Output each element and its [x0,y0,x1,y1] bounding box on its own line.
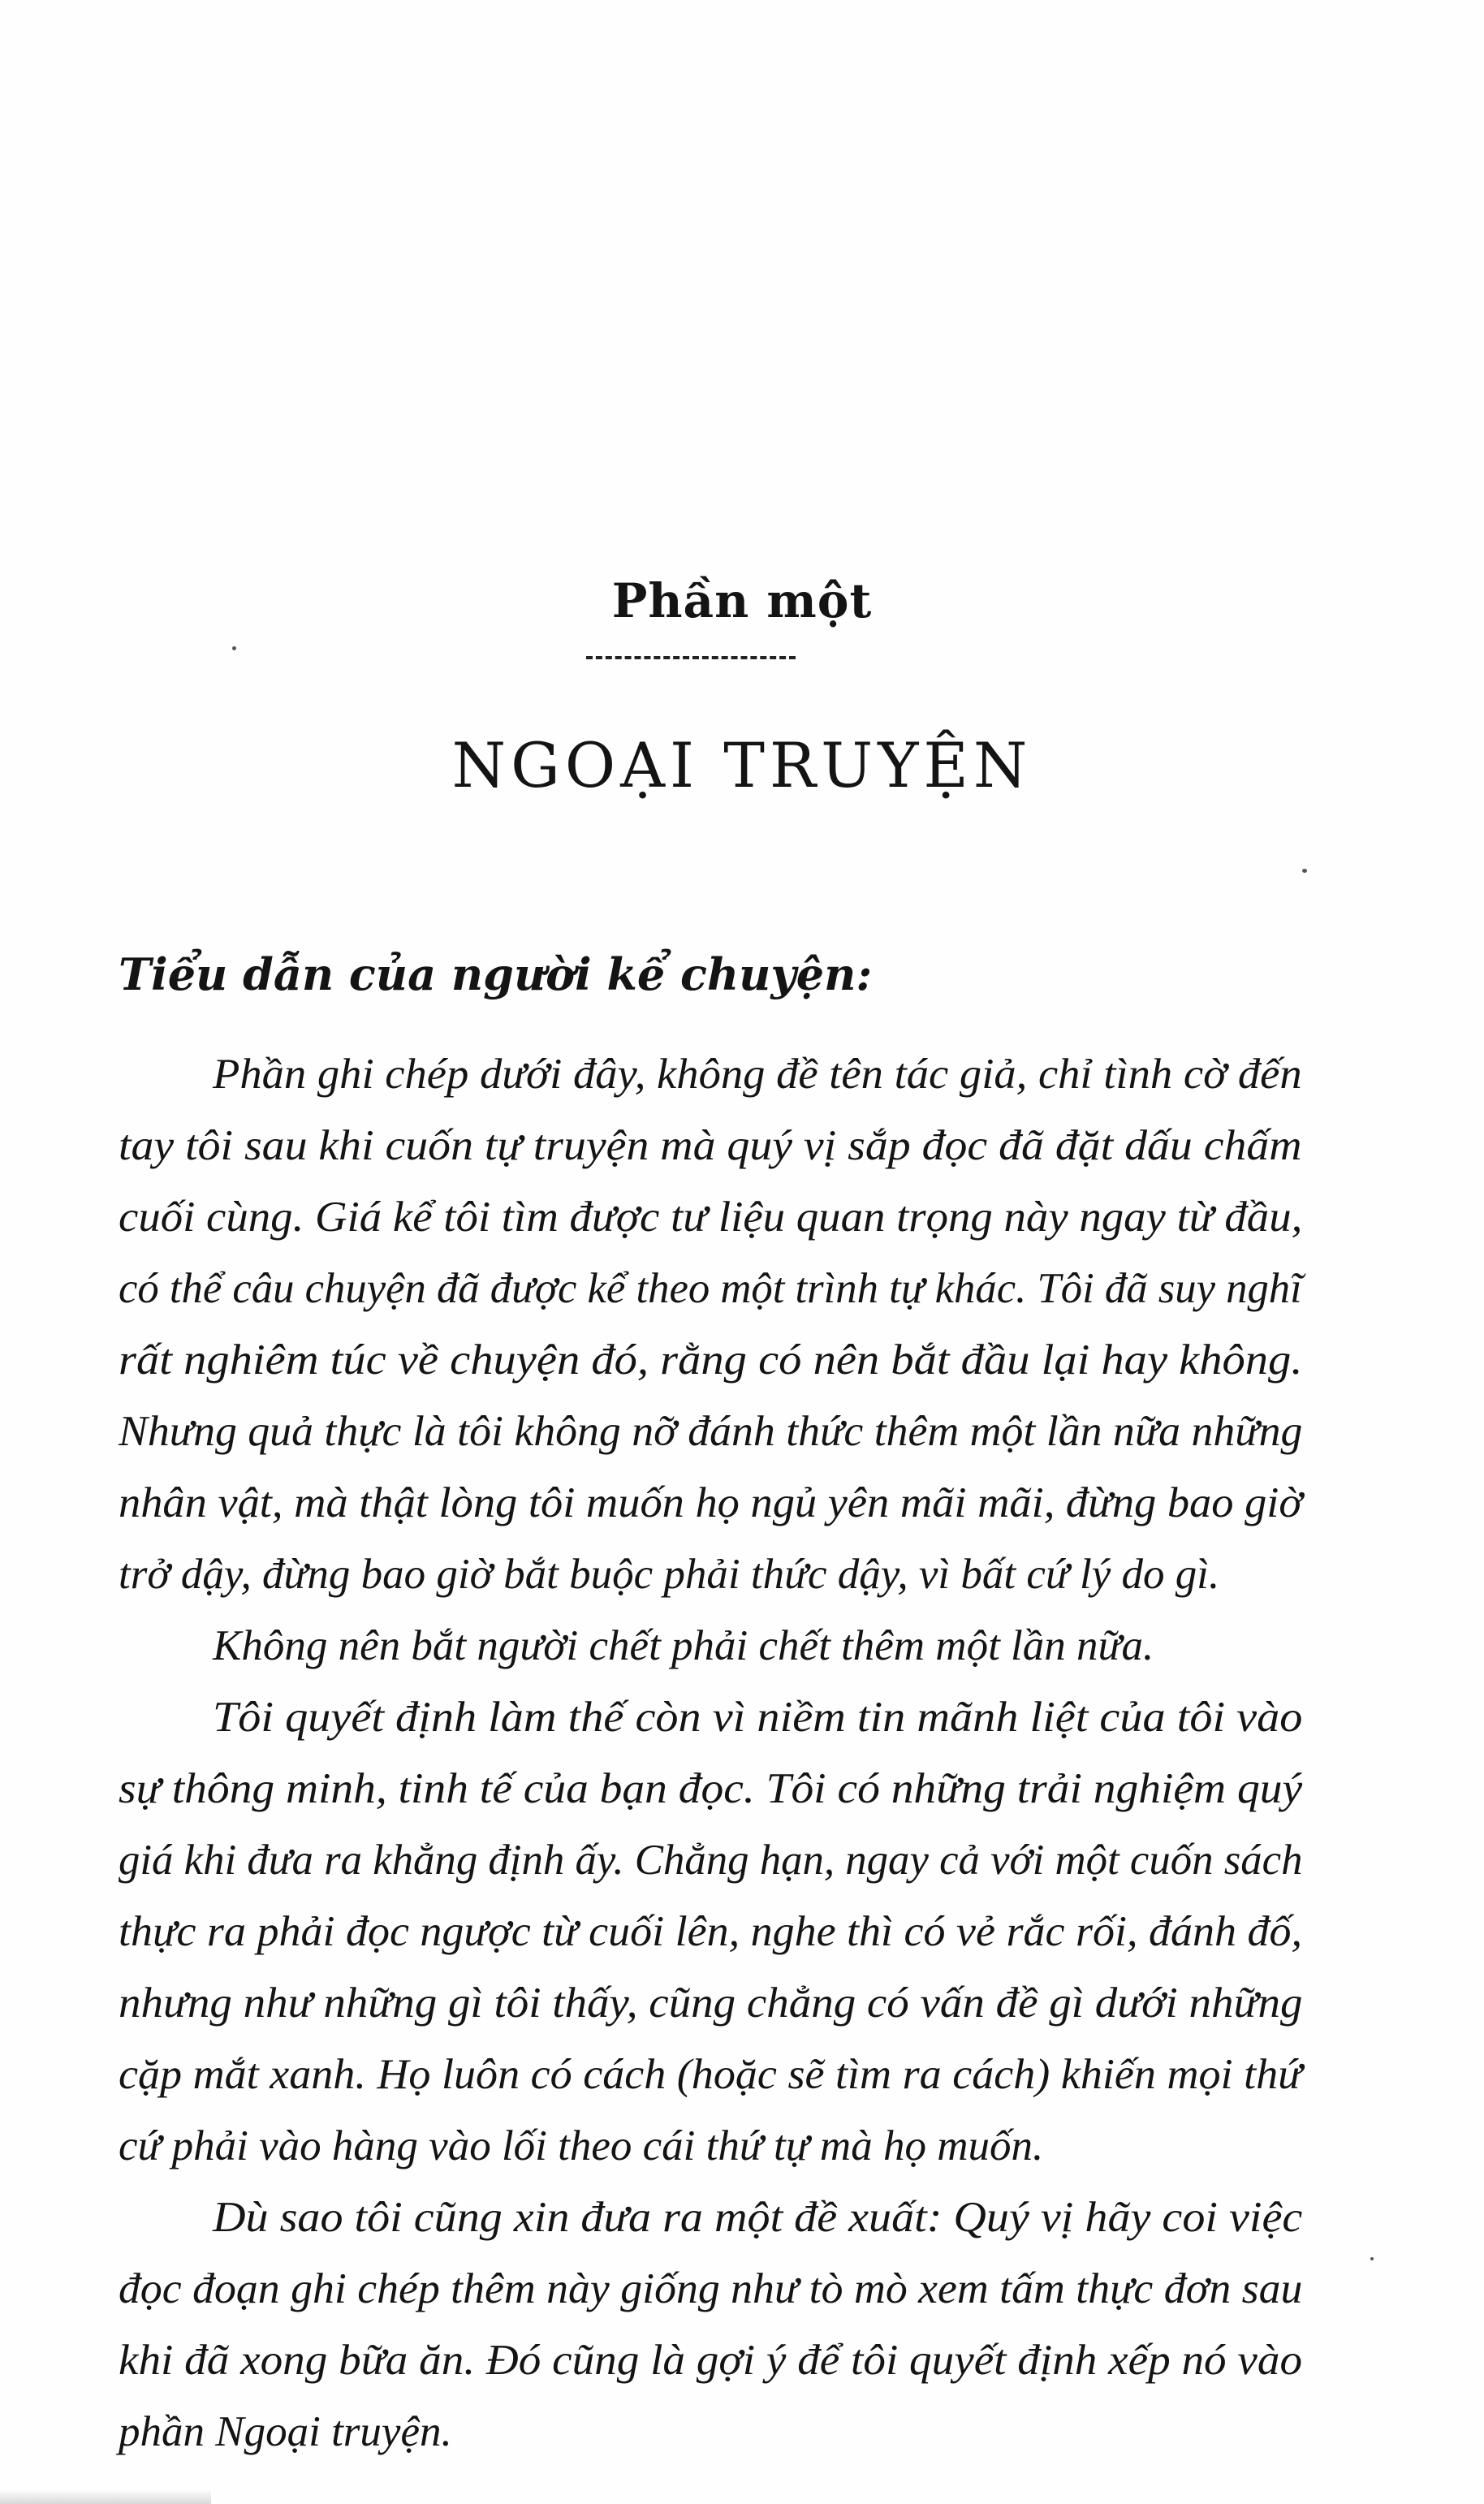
scan-speck [1302,869,1307,873]
body-line: cặp mắt xanh. Họ luôn có cách (hoặc sẽ tìm ra cách) khiến mọi thứ [119,2051,1302,2098]
body-line: phần Ngoại truyện. [119,2408,452,2455]
scan-speck [1370,2257,1374,2260]
chapter-title: NGOẠI TRUYỆN [451,729,1033,801]
body-line: cuối cùng. Giá kể tôi tìm được tư liệu quan trọng này ngay từ đầu, [119,1194,1303,1241]
body-line: có thể câu chuyện đã được kể theo một trình tự khác. Tôi đã suy nghĩ [119,1265,1302,1312]
body-line: thực ra phải đọc ngược từ cuối lên, nghe thì có vẻ rắc rối, đánh đố, [119,1908,1302,1955]
body-line: nhưng như những gì tôi thấy, cũng chẳng có vấn đề gì dưới những [119,1979,1303,2027]
body-line: trở dậy, đừng bao giờ bắt buộc phải thức dậy, vì bất cứ lý do gì. [119,1551,1220,1598]
part-label: Phần một [611,573,873,628]
body-line: đọc đoạn ghi chép thêm này giống như tò mò xem tấm thực đơn sau [119,2265,1303,2312]
body-line: Nhưng quả thực là tôi không nỡ đánh thức thêm một lần nữa những [119,1408,1303,1455]
section-heading: Tiểu dẫn của người kể chuyện: [119,948,873,1000]
body-line: Dù sao tôi cũng xin đưa ra một đề xuất: Quý vị hãy coi việc [213,2194,1303,2241]
body-line: Không nên bắt người chết phải chết thêm một lần nữa. [213,1622,1154,1669]
body-line: cứ phải vào hàng vào lối theo cái thứ tự mà họ muốn. [119,2122,1044,2169]
body-line: sự thông minh, tinh tế của bạn đọc. Tôi có những trải nghiệm quý [119,1765,1303,1812]
scan-speck [232,646,236,650]
body-line: giá khi đưa ra khẳng định ấy. Chẳng hạn, ngay cả với một cuốn sách [119,1837,1303,1884]
body-line: tay tôi sau khi cuốn tự truyện mà quý vị sắp đọc đã đặt dấu chấm [119,1122,1302,1169]
part-divider [586,656,796,659]
body-line: Tôi quyết định làm thế còn vì niềm tin mãnh liệt của tôi vào [213,1694,1303,1741]
body-line: rất nghiêm túc về chuyện đó, rằng có nên bắt đầu lại hay không. [119,1336,1303,1384]
body-line: Phần ghi chép dưới đây, không đề tên tác giả, chỉ tình cờ đến [213,1051,1302,1098]
body-line: nhân vật, mà thật lòng tôi muốn họ ngủ yên mãi mãi, đừng bao giờ [119,1479,1303,1526]
body-line: khi đã xong bữa ăn. Đó cũng là gợi ý để tôi quyết định xếp nó vào [119,2337,1303,2384]
page-edge-shadow [0,2489,211,2504]
